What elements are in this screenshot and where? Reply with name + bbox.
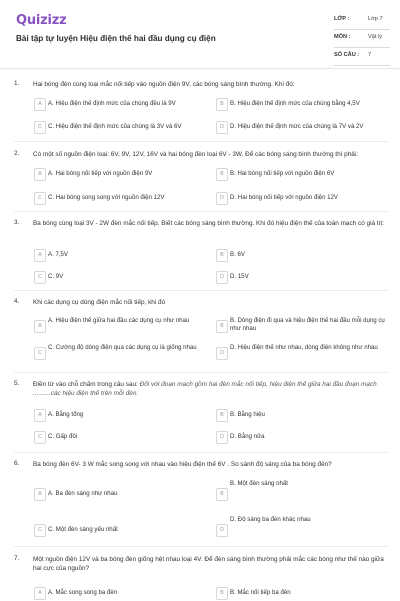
option-text: B. Mắc nối tiếp ba đèn: [230, 589, 291, 596]
option-text: D. Độ sáng ba đèn khác nhau: [230, 516, 311, 523]
option-text: C. Gấp đôi: [48, 433, 78, 440]
question-number: 7.: [14, 555, 20, 562]
question-number: 3.: [14, 219, 20, 226]
option-text: D. Hiệu điện thế định mức của chúng là 7V và 2V: [230, 123, 364, 130]
option-text: B. Dòng điện đi qua và hiệu điện thế hai đầu mỗi dụng cụ như nhau: [230, 317, 385, 332]
option-text: A. Mắc song song ba đèn: [48, 589, 118, 596]
question-text: [33, 380, 388, 398]
option-text: C. Cường độ dòng điện qua các dụng cụ là giống nhau: [48, 344, 197, 351]
question-number: 1.: [14, 80, 20, 87]
question-divider: [14, 211, 388, 212]
option-letter: A: [34, 249, 46, 262]
option-text: C. 9V: [48, 273, 64, 280]
option-letter: A: [34, 587, 46, 600]
meta-question-count: [334, 50, 390, 66]
question-number: 2.: [14, 150, 20, 157]
option-text: A. Hai bóng nối tiếp với nguồn điện 9V: [48, 170, 153, 177]
option-letter: D: [216, 121, 228, 134]
option-letter: B: [216, 98, 228, 111]
option-letter: B: [216, 249, 228, 262]
option-text: A. Hiệu điện thế định mức của chúng đều là 9V: [48, 100, 176, 107]
meta-label: LỚP :: [334, 16, 350, 22]
option-letter: A: [34, 320, 46, 333]
meta-subject: [334, 32, 390, 48]
question-text: Hai bóng đèn cùng loại mắc nối tiếp vào nguồn điện 9V, các bóng sáng bình thường. Khi đó:: [33, 81, 295, 88]
option-letter: A: [34, 409, 46, 422]
question-text: Một nguồn điện 12V và ba bóng đèn giống hệt nhau loại 4V. Để đèn sáng bình thường phải mắc các bóng như thế nào giữa hai cực của nguồn?: [33, 556, 384, 572]
option-text: B. Hai bóng nối tiếp với nguồn điện 6V: [230, 170, 335, 177]
question-prompt: Điền từ vào chỗ chấm trong câu sau:: [33, 381, 138, 388]
option-text: D. Hiệu điện thế như nhau, dòng điện không như nhau: [230, 344, 378, 351]
option-letter: D: [216, 192, 228, 205]
question-text: Ba bóng đèn 6V- 3 W mắc song song với nhau vào hiệu điện thế 6V . So sánh độ sáng của ba bóng đèn?: [33, 461, 332, 468]
option-letter: D: [216, 347, 228, 360]
quizizz-logo: Quizizz: [16, 13, 67, 28]
option-text: B. Hiệu điện thế định mức của chúng bằng 4,5V: [230, 100, 360, 107]
worksheet-meta: [334, 14, 390, 68]
option-letter: B: [216, 587, 228, 600]
option-letter: C: [34, 271, 46, 284]
question-number: 5.: [14, 380, 20, 387]
meta-value: Vật lý: [368, 34, 382, 40]
question-text: Ba bóng cùng loại 3V - 2W đèn mắc nối tiếp. Biết các bóng sáng bình thường. Khi đó hiệu điện thế của toàn mạch có giá trị:: [33, 220, 384, 227]
option-text: B. Một đèn sáng nhất: [230, 480, 288, 487]
option-letter: C: [34, 524, 46, 537]
option-letter: D: [216, 271, 228, 284]
option-text: C. Hai bóng song song với nguồn điện 12V: [48, 194, 165, 201]
option-text: B. Bằng hiệu: [230, 411, 265, 418]
option-text: C. Một đèn sáng yếu nhất: [48, 526, 118, 533]
option-letter: C: [34, 121, 46, 134]
meta-value: 7: [368, 52, 372, 58]
option-text: A. 7,5V: [48, 251, 68, 258]
option-letter: B: [216, 320, 228, 333]
option-letter: C: [34, 347, 46, 360]
question-divider: [14, 141, 388, 142]
option-text: D. Bằng nửa: [230, 433, 265, 440]
worksheet-header: [0, 0, 400, 66]
option-text: D. 15V: [230, 273, 249, 280]
question-text: Khi các dụng cụ dùng điện mắc nối tiếp, khi đó: [33, 299, 166, 306]
meta-grade: [334, 14, 390, 30]
option-letter: C: [34, 192, 46, 205]
question-number: 6.: [14, 460, 20, 467]
option-letter: B: [216, 409, 228, 422]
question-fill-sentence: Đối với đoạn mạch gồm hai đèn mắc nối tiếp, hiệu điện thế giữa hai đầu đoạn mạch ..........các hiệu điện thế trên mỗi đèn.: [33, 381, 377, 397]
option-letter: B: [216, 168, 228, 181]
option-letter: B: [216, 488, 228, 501]
question-number: 4.: [14, 298, 20, 305]
option-letter: C: [34, 431, 46, 444]
option-letter: D: [216, 431, 228, 444]
question-divider: [14, 452, 388, 453]
option-letter: D: [216, 524, 228, 537]
option-text: D. Hai bóng nối tiếp với nguồn điện 12V: [230, 194, 339, 201]
meta-label: MÔN :: [334, 34, 351, 40]
option-text: C. Hiệu điện thế định mức của chúng là 3V và 6V: [48, 123, 182, 130]
option-letter: A: [34, 98, 46, 111]
option-text: A. Hiệu điện thế giữa hai đầu các dụng cụ như nhau: [48, 317, 190, 324]
meta-value: Lớp 7: [368, 16, 383, 22]
meta-label: SỐ CÂU :: [334, 52, 360, 58]
question-divider: [14, 372, 388, 373]
question-divider: [14, 546, 388, 547]
option-text: A. Ba đèn sáng như nhau: [48, 490, 118, 497]
option-text: B. 6V: [230, 251, 245, 258]
question-divider: [14, 290, 388, 291]
option-letter: A: [34, 168, 46, 181]
question-text: Có một số nguồn điện loại: 6V, 9V, 12V, 16V và hai bóng đèn loại 6V - 3W. Để các bóng sáng bình thường thì phải:: [33, 151, 359, 158]
header-divider: [0, 68, 400, 69]
option-text: A. Bằng tổng: [48, 411, 84, 418]
worksheet-title: Bài tập tự luyện Hiệu điện thế hai đầu dụng cụ điện: [16, 34, 216, 43]
option-letter: A: [34, 488, 46, 501]
